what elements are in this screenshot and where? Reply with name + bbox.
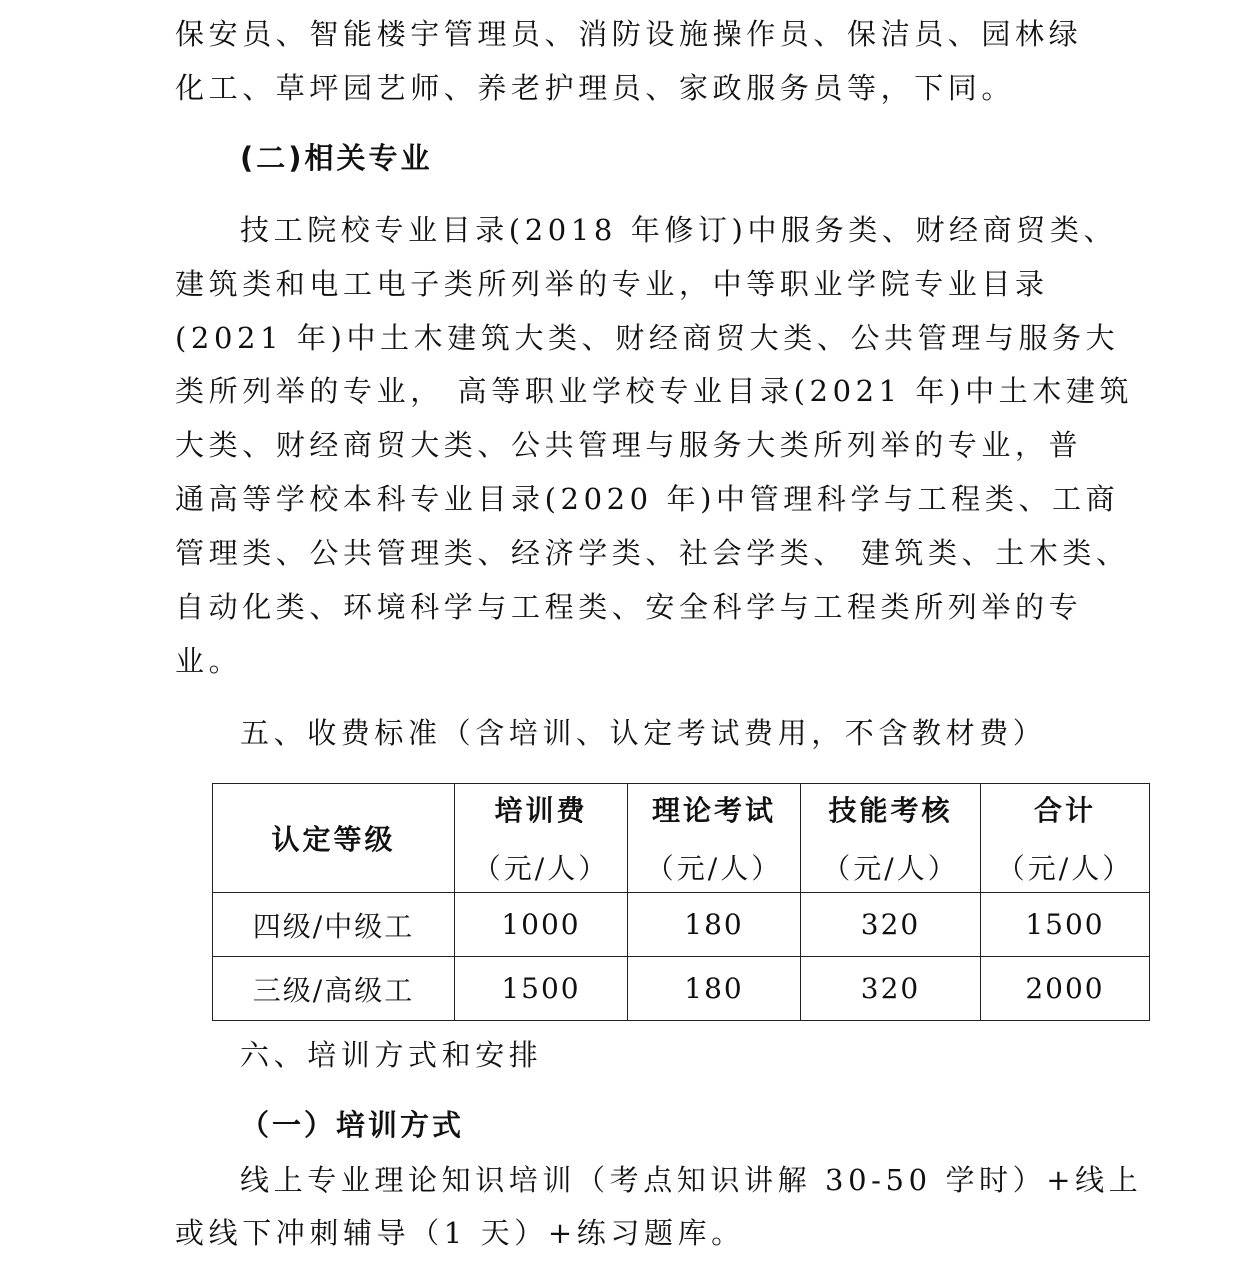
header-cell-total bbox=[981, 784, 1150, 893]
paragraph-line: 建筑类和电工电子类所列举的专业，中等职业学院专业目录 bbox=[175, 267, 1049, 301]
header-cell-skill-assessment bbox=[801, 784, 981, 893]
header-cell-level bbox=[213, 784, 455, 893]
paragraph-line: (2021 年)中土木建筑大类、财经商贸大类、公共管理与服务大 bbox=[175, 321, 1120, 355]
header-unit: （元/人） bbox=[472, 852, 610, 885]
cell-theory-exam: 180 bbox=[628, 893, 801, 957]
cell-training-fee: 1500 bbox=[455, 957, 628, 1021]
header-title: 合计 bbox=[1033, 794, 1096, 827]
section-heading-fees: 五、收费标准（含培训、认定考试费用，不含教材费） bbox=[240, 716, 1047, 750]
paragraph-line: 业。 bbox=[175, 644, 243, 678]
header-title: 理论考试 bbox=[651, 794, 776, 827]
cell-skill-assessment: 320 bbox=[801, 893, 981, 957]
cell-level: 三级/高级工 bbox=[213, 957, 455, 1021]
cell-total: 2000 bbox=[981, 957, 1150, 1021]
paragraph-line: 或线下冲刺辅导（1 天）+练习题库。 bbox=[175, 1216, 745, 1250]
section-heading-training: 六、培训方式和安排 bbox=[240, 1038, 543, 1072]
header-unit: （元/人） bbox=[645, 852, 783, 885]
cell-level: 四级/中级工 bbox=[213, 893, 455, 957]
header-title: 培训费 bbox=[494, 794, 588, 827]
paragraph-line: 自动化类、环境科学与工程类、安全科学与工程类所列举的专 bbox=[175, 590, 1083, 624]
header-unit: （元/人） bbox=[822, 852, 959, 885]
header-title: 技能考核 bbox=[828, 794, 953, 827]
header-unit: （元/人） bbox=[996, 852, 1134, 885]
subsection-heading-method: （一）培训方式 bbox=[240, 1108, 465, 1142]
table-header-row bbox=[213, 784, 1150, 893]
paragraph-line: 技工院校专业目录(2018 年修订)中服务类、财经商贸类、 bbox=[240, 213, 1118, 247]
header-title: 认定等级 bbox=[271, 823, 396, 856]
paragraph-line: 线上专业理论知识培训（考点知识讲解 30-50 学时）+线上 bbox=[240, 1163, 1143, 1197]
cell-theory-exam: 180 bbox=[628, 957, 801, 1021]
paragraph-line: 管理类、公共管理类、经济学类、社会学类、 建筑类、土木类、 bbox=[175, 536, 1130, 570]
paragraph-line: 类所列举的专业， 高等职业学校专业目录(2021 年)中土木建筑 bbox=[175, 374, 1134, 408]
paragraph-line: 化工、草坪园艺师、养老护理员、家政服务员等，下同。 bbox=[175, 71, 1016, 105]
cell-training-fee: 1000 bbox=[455, 893, 628, 957]
paragraph-line: 通高等学校本科专业目录(2020 年)中管理科学与工程类、工商 bbox=[175, 482, 1120, 516]
paragraph-line: 保安员、智能楼宇管理员、消防设施操作员、保洁员、园林绿 bbox=[175, 17, 1083, 51]
cell-skill-assessment: 320 bbox=[801, 957, 981, 1021]
section-heading-related-majors: (二)相关专业 bbox=[240, 141, 433, 175]
cell-total: 1500 bbox=[981, 893, 1150, 957]
header-cell-training-fee bbox=[455, 784, 628, 893]
paragraph-line: 大类、财经商贸大类、公共管理与服务大类所列举的专业，普 bbox=[175, 428, 1083, 462]
table-row bbox=[213, 893, 1150, 957]
fee-table bbox=[212, 783, 1150, 1021]
header-cell-theory-exam bbox=[628, 784, 801, 893]
table-row bbox=[213, 957, 1150, 1021]
